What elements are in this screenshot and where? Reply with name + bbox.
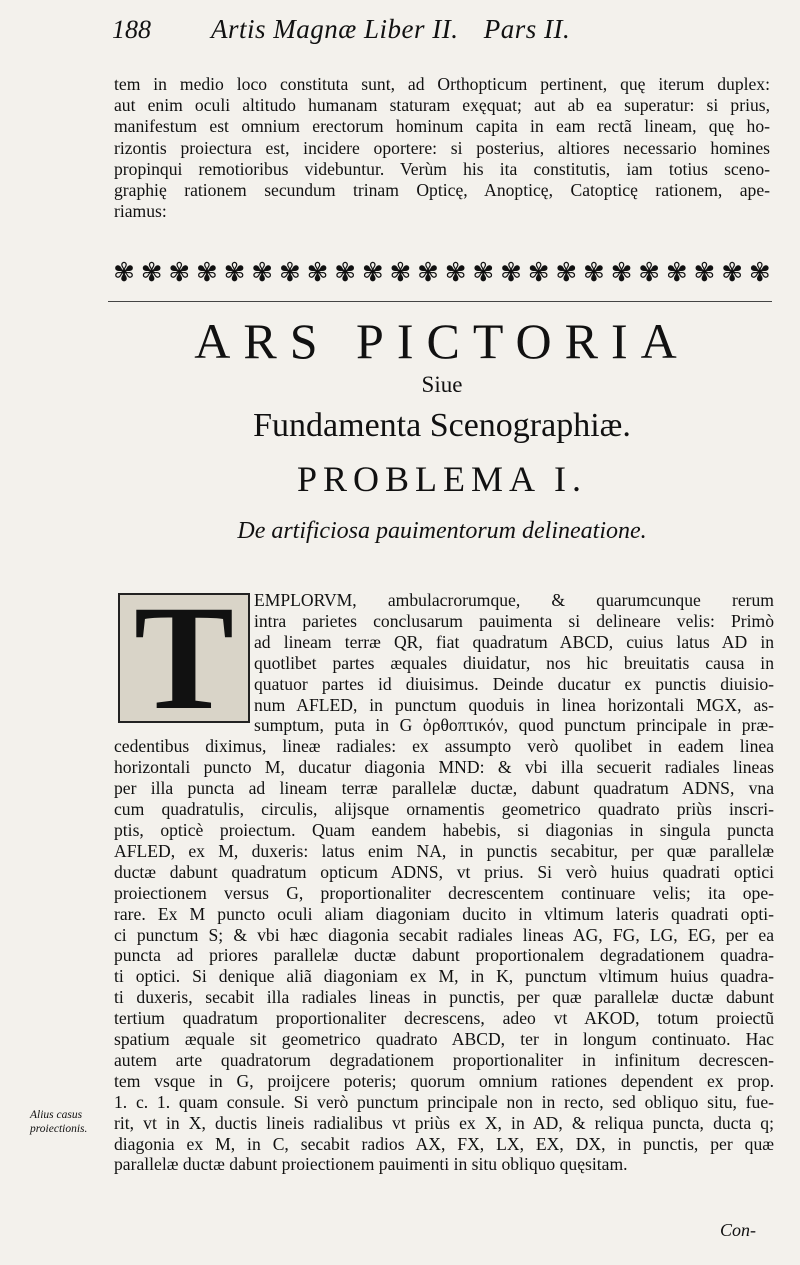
section-subtitle: Fundamenta Scenographiæ. <box>253 407 631 444</box>
fleuron-icon: ✾ <box>444 258 467 287</box>
fleuron-icon: ✾ <box>196 258 218 287</box>
page-header <box>112 14 632 54</box>
text-line: autem arte quadratorum degradationem proportionaliter in infinitum decrescen- <box>114 1049 774 1070</box>
fleuron-icon: ✾ <box>223 258 246 287</box>
text-line: diagonia ex M, in C, secabit radios AX, FX, LX, EX, DX, in punctis, per quæ <box>114 1133 774 1154</box>
fleuron-icon: ✾ <box>527 258 550 287</box>
text-line: propinqui remotioribus videbuntur. Verùm his ita constitutis, iam totius sceno- <box>114 158 770 179</box>
text-line: tem in medio loco constituta sunt, ad Orthopticum pertinent, quę iterum duplex: <box>114 74 770 94</box>
fleuron-icon: ✾ <box>748 258 771 287</box>
fleuron-icon: ✾ <box>361 258 384 287</box>
divider-rule <box>108 301 772 302</box>
initial-letter: T <box>133 575 235 741</box>
text-line: aut enim oculi altitudo humanam staturam exęquat; aut ab ea superatur: si prius, <box>114 95 770 116</box>
problem-heading: PROBLEMA I. <box>296 459 588 499</box>
problem-subheading: De artificiosa pauimentorum delineatione. <box>237 518 647 544</box>
fleuron-icon: ✾ <box>665 258 688 287</box>
fleuron-icon: ✾ <box>693 258 716 287</box>
fleuron-icon: ✾ <box>251 258 274 287</box>
fleuron-icon: ✾ <box>610 258 633 287</box>
fleuron-icon: ✾ <box>555 258 578 287</box>
fleuron-icon: ✾ <box>278 258 301 287</box>
running-title-text: Artis Magnæ Liber II. <box>211 14 459 44</box>
text-line: rit, vt in X, ductis lineis radialibus vt priùs ex X, in AD, & reliqua puncta, ducta q; <box>114 1112 774 1133</box>
text-line: rare. Ex M puncto oculi aliam diagoniam ducito in vltimum lateris quadrati opti- <box>114 903 774 924</box>
text-line: puncta ad priores parallelæ ductæ dabunt proportionalem degradationem quadra- <box>114 945 774 966</box>
running-title <box>211 14 570 45</box>
fleuron-icon: ✾ <box>638 258 661 287</box>
text-line: riamus: <box>114 201 167 222</box>
text-line: parallelæ ductæ dabunt proiectionem pauimenti in situ obliquo quęsitam. <box>114 1154 628 1175</box>
text-line: quotlibet partes æquales diuidatur, nos hic breuitatis causa in <box>254 652 774 673</box>
text-line: ti optici. Si denique aliã diagoniam ex M, in K, punctum vltimum huius quadra- <box>114 966 774 987</box>
text-line: ci punctum S; & vbi hæc diagonia secabit radiales lineas AG, FG, LG, EG, per ea <box>114 924 774 945</box>
text-line: tem vsque in G, proijcere poteris; quorum omnium rationes dependent ex prop. <box>114 1070 774 1091</box>
text-line: proiectionem versus G, proportionaliter decrescentem continuare velis; ita ope- <box>114 882 774 903</box>
text-line: ductæ dabunt quadratum opticum ADNS, vt prius. Si verò huius quadrati optici <box>114 861 774 882</box>
text-line: AFLED, ex M, duxeris: latus enim NA, in punctis secabitur, per quæ parallelæ <box>114 840 774 861</box>
catchword: Con- <box>720 1220 756 1240</box>
text-line: horizontali puncto M, ducatur diagonia MND: & vbi illa secuerit radiales lineas <box>114 757 774 778</box>
fleuron-icon: ✾ <box>306 258 329 287</box>
text-line: graphię rationem secundum trinam Opticę, Anopticę, Catopticę rationem, ape- <box>114 180 770 201</box>
fleuron-icon: ✾ <box>582 258 605 287</box>
fleuron-icon: ✾ <box>334 258 357 287</box>
text-line: 1. c. 1. quam consule. Si verò punctum principale non in recto, sed obliquo situ, fue- <box>114 1091 774 1112</box>
section-title: ARS PICTORIA <box>194 313 690 369</box>
text-line: cum quadratulis, circulis, alijsque ornamentis geometrico quadrato priùs inscri- <box>114 799 774 820</box>
text-line: manifestum est omnium erectorum hominum capita in eam rectã lineam, quę ho- <box>114 116 770 137</box>
fleuron-icon: ✾ <box>389 258 412 287</box>
fleuron-icon: ✾ <box>113 258 135 287</box>
margin-note: Alius casus proiectionis. <box>30 1109 88 1135</box>
running-part: Pars II. <box>483 14 571 44</box>
text-line: spatium æquale sit geometrico quadrato ABCD, ter in longum continuato. Hac <box>114 1029 774 1050</box>
page-number: 188 <box>112 15 151 44</box>
fleuron-icon: ✾ <box>721 258 743 287</box>
text-line: tertium quadratum proportionaliter decrescens, adeo vt AKOD, totum proiectũ <box>114 1008 774 1029</box>
fleuron-icon: ✾ <box>140 258 163 287</box>
text-line: ad lineam terræ QR, fiat quadratum ABCD, cuius latus AD in <box>254 631 774 652</box>
section-title-conjunction: Siue <box>421 372 463 397</box>
text-line: sumptum, puta in G ὀρθοπτικόν, quod punctum principale in præ- <box>254 715 774 736</box>
text-line: intra parietes conclusarum pauimenta si delineare velis: Primò <box>254 610 774 631</box>
text-line: ptis, opticè proiectum. Quam eandem habebis, si diagonias in singula puncta <box>114 819 774 840</box>
fleuron-icon: ✾ <box>472 258 495 287</box>
text-line: ti duxeris, secabit illa radiales lineas in punctis, per quæ parallelæ ductæ dabunt <box>114 987 774 1008</box>
fleuron-icon: ✾ <box>417 258 439 287</box>
main-paragraph <box>114 590 774 1175</box>
fleuron-icon: ✾ <box>168 258 191 287</box>
text-line: rizontis proiectura est, incidere oportere: si posterius, altiores necessario homines <box>114 137 770 158</box>
text-line: EMPLORVM, ambulacrorumque, & quarumcunque rerum <box>254 590 774 610</box>
text-line: cedentibus diximus, lineæ radiales: ex assumpto verò quolibet in eadem linea <box>114 736 774 757</box>
text-line: per illa puncta ad lineam terræ parallelæ ductæ, dabunt quadratum ADNS, vna <box>114 778 774 799</box>
text-line: quatuor partes id diuisimus. Deinde ducatur ex punctis diuisio- <box>254 673 774 694</box>
fleuron-icon: ✾ <box>500 258 522 287</box>
top-paragraph <box>114 74 770 222</box>
ornament-band <box>112 254 772 292</box>
text-line: num AFLED, in punctum quoduis in linea horizontali MGX, as- <box>254 694 774 715</box>
